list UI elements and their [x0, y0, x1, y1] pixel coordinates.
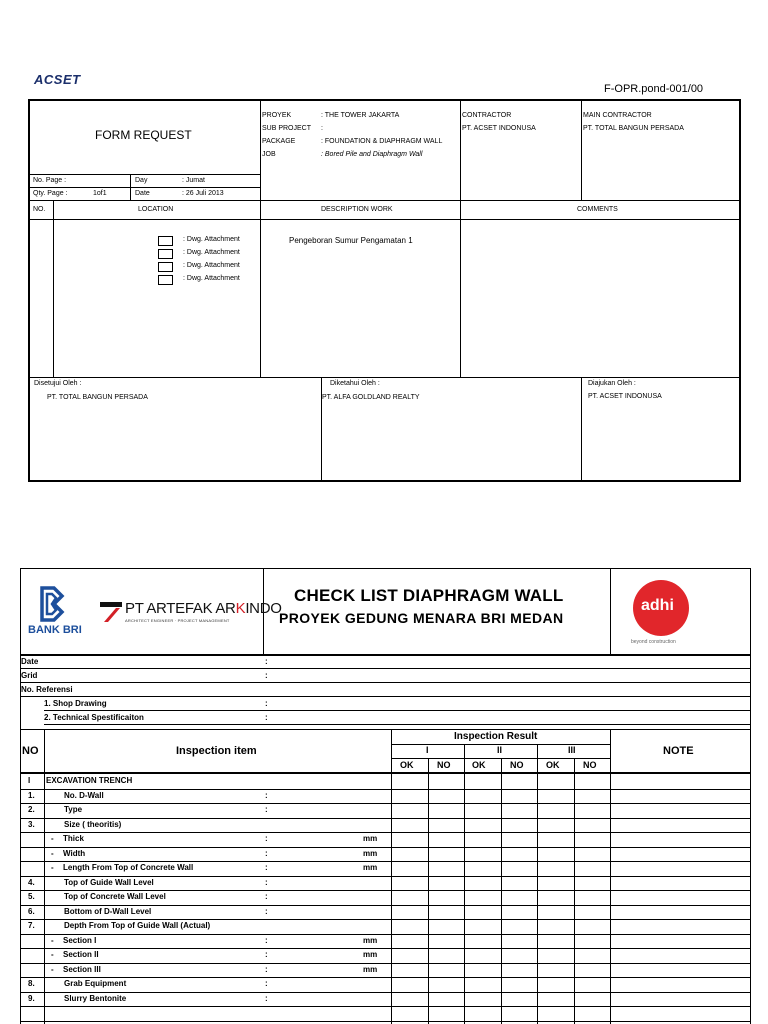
divider — [20, 729, 751, 730]
divider — [501, 758, 502, 1024]
artefak-subtitle: ARCHITECT ENGINEER · PROJECT MANAGEMENT — [125, 618, 230, 623]
col-no: NO. — [33, 206, 46, 213]
header-field-colon: : — [265, 713, 268, 722]
divider — [321, 377, 322, 481]
row-divider — [20, 890, 751, 891]
divider — [44, 710, 751, 711]
row-item: Depth From Top of Guide Wall (Actual) — [64, 921, 211, 930]
row-colon: : — [265, 950, 268, 959]
date-label: Date — [135, 190, 150, 197]
row-item: Grab Equipment — [64, 979, 127, 988]
row-item: Width — [63, 849, 86, 858]
row-item: Thick — [63, 834, 84, 843]
th-note: NOTE — [663, 745, 694, 757]
contractor-label: CONTRACTOR — [462, 112, 512, 119]
th-ok: OK — [546, 760, 560, 770]
th-group: I — [426, 745, 429, 755]
signature-company: PT. ALFA GOLDLAND REALTY — [322, 394, 420, 401]
divider — [44, 724, 751, 725]
row-number: 1. — [28, 791, 35, 800]
row-number: 4. — [28, 878, 35, 887]
package-value: : FOUNDATION & DIAPHRAGM WALL — [321, 138, 443, 145]
divider — [581, 100, 582, 200]
row-item: Slurry Bentonite — [64, 994, 127, 1003]
row-divider — [20, 963, 751, 964]
row-item: Type — [64, 805, 83, 814]
row-divider — [20, 977, 751, 978]
row-colon: : — [265, 979, 268, 988]
signature-label: Diajukan Oleh : — [588, 380, 636, 387]
row-number: 2. — [28, 805, 35, 814]
divider — [29, 377, 740, 378]
col-location: LOCATION — [138, 206, 174, 213]
row-colon: : — [265, 907, 268, 916]
divider — [29, 187, 260, 188]
row-divider — [20, 992, 751, 993]
th-no-result: NO — [583, 760, 597, 770]
row-item: Bottom of D-Wall Level — [64, 907, 152, 916]
checklist-frame — [20, 568, 751, 1024]
row-number: - — [51, 849, 54, 858]
divider — [130, 174, 131, 200]
row-number: - — [51, 834, 54, 843]
attachment-label: : Dwg. Attachment — [183, 262, 240, 269]
row-unit: mm — [363, 965, 378, 974]
row-divider — [20, 1006, 751, 1007]
description-value: Pengeboran Sumur Pengamatan 1 — [289, 236, 413, 245]
checklist-title: CHECK LIST DIAPHRAGM WALL — [294, 586, 564, 605]
row-divider — [20, 905, 751, 906]
row-unit: mm — [363, 936, 378, 945]
row-colon: : — [265, 805, 268, 814]
artefak-logo-icon — [100, 600, 124, 622]
row-unit: mm — [363, 834, 378, 843]
attachment-label: : Dwg. Attachment — [183, 249, 240, 256]
header-field-label: Grid — [21, 671, 38, 680]
row-divider — [20, 1021, 751, 1022]
row-colon: : — [265, 791, 268, 800]
date-value: : 26 Juli 2013 — [182, 190, 224, 197]
th-group: III — [568, 745, 576, 755]
th-no: NO — [22, 745, 39, 757]
main-contractor-label: MAIN CONTRACTOR — [583, 112, 652, 119]
divider — [29, 174, 260, 175]
divider — [29, 219, 740, 220]
row-item: Length From Top of Concrete Wall — [63, 863, 194, 872]
header-field-label: No. Referensi — [21, 685, 73, 694]
row-divider — [20, 803, 751, 804]
th-no-result: NO — [510, 760, 524, 770]
row-divider — [20, 934, 751, 935]
package-label: PACKAGE — [262, 138, 296, 145]
divider — [20, 654, 751, 656]
row-colon: : — [265, 878, 268, 887]
divider — [20, 682, 751, 683]
row-colon: : — [265, 834, 268, 843]
row-item: Section I — [63, 936, 97, 945]
th-ok: OK — [472, 760, 486, 770]
sub-project-value: : — [321, 125, 323, 132]
header-field-label: 1. Shop Drawing — [44, 699, 107, 708]
attachment-checkbox[interactable] — [158, 275, 173, 285]
adhi-logo-text: adhi — [641, 597, 674, 614]
th-inspection-item: Inspection item — [176, 745, 257, 757]
row-divider — [20, 847, 751, 848]
row-divider — [20, 948, 751, 949]
row-number: - — [51, 936, 54, 945]
row-number: - — [51, 950, 54, 959]
row-unit: mm — [363, 863, 378, 872]
row-item: Top of Guide Wall Level — [64, 878, 154, 887]
row-unit: mm — [363, 950, 378, 959]
divider — [29, 200, 740, 201]
divider — [20, 696, 751, 697]
divider — [53, 200, 54, 377]
row-divider — [20, 919, 751, 920]
row-item: Size ( theoritis) — [64, 820, 122, 829]
header-field-label: 2. Technical Spestificaiton — [44, 713, 144, 722]
attachment-checkbox[interactable] — [158, 236, 173, 246]
th-group: II — [497, 745, 503, 755]
col-description: DESCRIPTION WORK — [321, 206, 393, 213]
qty-page-label: Qty. Page : — [33, 190, 68, 197]
row-number: - — [51, 965, 54, 974]
divider — [610, 569, 611, 655]
row-number: 9. — [28, 994, 35, 1003]
row-number: 7. — [28, 921, 35, 930]
sub-project-label: SUB PROJECT — [262, 125, 312, 132]
divider — [20, 668, 751, 669]
contractor-value: PT. ACSET INDONUSA — [462, 125, 536, 132]
row-colon: : — [265, 994, 268, 1003]
divider — [20, 772, 751, 774]
row-unit: mm — [363, 849, 378, 858]
th-inspection-result: Inspection Result — [454, 731, 538, 742]
form-code: F-OPR.pond-001/00 — [604, 83, 704, 95]
signature-company: PT. TOTAL BANGUN PERSADA — [47, 394, 148, 401]
row-item: Section II — [63, 950, 99, 959]
th-no-result: NO — [437, 760, 451, 770]
divider — [574, 758, 575, 1024]
col-comments: COMMENTS — [577, 206, 618, 213]
th-ok: OK — [400, 760, 414, 770]
adhi-tagline: beyond construction — [631, 639, 676, 645]
divider — [260, 200, 261, 377]
header-field-colon: : — [265, 671, 268, 680]
day-label: Day — [135, 177, 148, 184]
row-divider — [20, 861, 751, 862]
row-item: Section III — [63, 965, 101, 974]
row-divider — [20, 832, 751, 833]
qty-page-value: 1of1 — [93, 190, 107, 197]
divider — [581, 377, 582, 481]
main-contractor-value: PT. TOTAL BANGUN PERSADA — [583, 125, 684, 132]
acset-logo: ACSET — [34, 72, 81, 87]
form-title: FORM REQUEST — [95, 128, 192, 142]
row-colon: : — [265, 965, 268, 974]
row-colon: : — [265, 863, 268, 872]
job-value: : Bored Pile and Diaphragm Wall — [321, 151, 423, 158]
header-field-label: Date — [21, 657, 39, 666]
divider — [260, 100, 261, 200]
signature-label: Diketahui Oleh : — [330, 380, 380, 387]
divider — [460, 200, 461, 377]
attachment-checkbox[interactable] — [158, 262, 173, 272]
artefak-logo-text: PT ARTEFAK ARKINDO — [125, 600, 282, 617]
row-item: EXCAVATION TRENCH — [46, 776, 133, 785]
proyek-label: PROYEK — [262, 112, 292, 119]
attachment-label: : Dwg. Attachment — [183, 275, 240, 282]
row-divider — [20, 876, 751, 877]
day-value: : Jumat — [182, 177, 205, 184]
row-number: 5. — [28, 892, 35, 901]
row-divider — [20, 818, 751, 819]
proyek-value: : THE TOWER JAKARTA — [321, 112, 400, 119]
attachment-checkbox[interactable] — [158, 249, 173, 259]
header-field-colon: : — [265, 699, 268, 708]
row-number: 6. — [28, 907, 35, 916]
row-number: 3. — [28, 820, 35, 829]
row-colon: : — [265, 849, 268, 858]
row-divider — [20, 789, 751, 790]
bank-bri-logo-icon — [38, 584, 66, 622]
header-field-colon: : — [265, 657, 268, 666]
no-page-label: No. Page : — [33, 177, 67, 184]
checklist-subtitle: PROYEK GEDUNG MENARA BRI MEDAN — [279, 610, 564, 626]
row-colon: : — [265, 936, 268, 945]
bank-bri-label: BANK BRI — [28, 624, 82, 636]
row-number: I — [28, 776, 31, 785]
signature-label: Disetujui Oleh : — [34, 380, 82, 387]
row-item: No. D-Wall — [64, 791, 104, 800]
row-colon: : — [265, 892, 268, 901]
signature-company: PT. ACSET INDONUSA — [588, 393, 662, 400]
job-label: JOB — [262, 151, 276, 158]
attachment-label: : Dwg. Attachment — [183, 236, 240, 243]
row-item: Top of Concrete Wall Level — [64, 892, 166, 901]
divider — [460, 100, 461, 200]
row-number: - — [51, 863, 54, 872]
divider — [428, 758, 429, 1024]
divider — [537, 744, 538, 1024]
row-number: 8. — [28, 979, 35, 988]
divider — [464, 744, 465, 1024]
